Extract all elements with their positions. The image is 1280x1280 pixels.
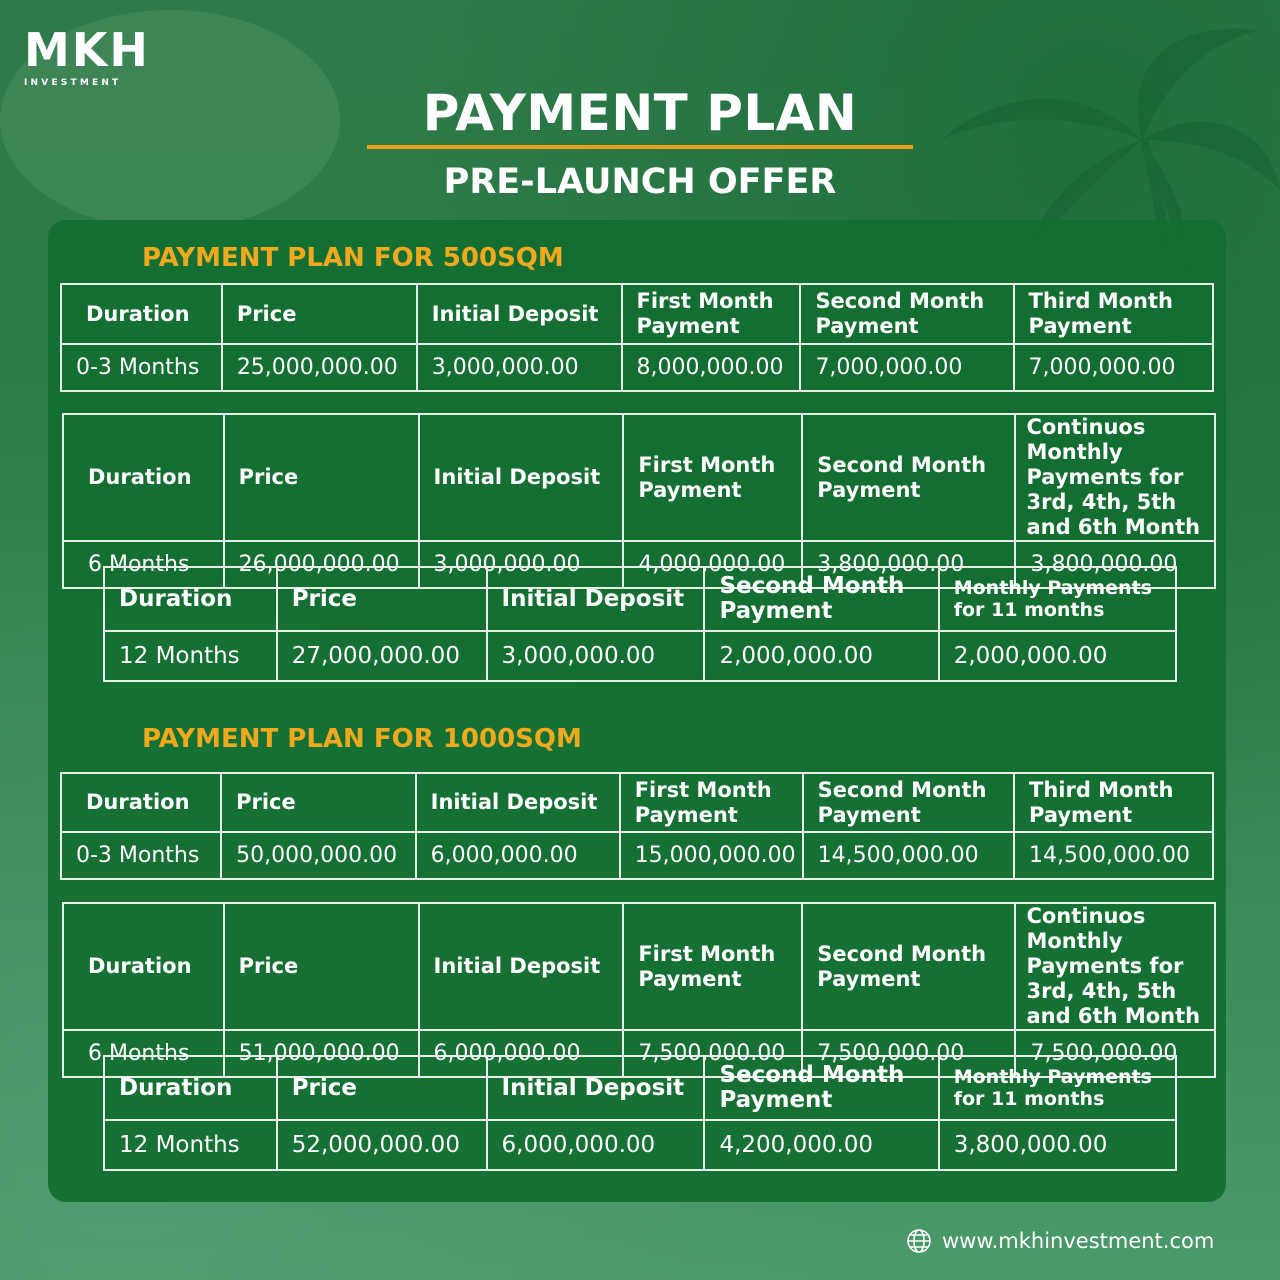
globe-icon	[906, 1228, 932, 1254]
cell-price: 52,000,000.00	[277, 1120, 487, 1170]
cell-second-month: 14,500,000.00	[803, 832, 1014, 879]
header-monthly-11: Monthly Payments for 11 months	[939, 1056, 1176, 1120]
plan-table-1000-6-months	[62, 902, 1216, 1078]
table-header-row	[61, 773, 1213, 832]
header-third-month: Third Month Payment	[1014, 773, 1213, 832]
cell-third-month: 14,500,000.00	[1014, 832, 1213, 879]
table-header-row	[104, 1056, 1176, 1120]
plan-table-500-6-months	[62, 413, 1216, 589]
cell-second-month: 7,000,000.00	[800, 344, 1013, 391]
header-second-month: Second Month Payment	[800, 284, 1013, 344]
header-price: Price	[224, 414, 419, 541]
header-duration: Duration	[104, 567, 277, 631]
website-url: www.mkhinvestment.com	[942, 1229, 1215, 1253]
cell-monthly-11: 3,800,000.00	[939, 1120, 1176, 1170]
header-duration: Duration	[61, 284, 222, 344]
cell-duration: 6 Months	[63, 1030, 224, 1077]
cell-initial-deposit: 6,000,000.00	[487, 1120, 705, 1170]
header-duration: Duration	[61, 773, 221, 832]
cell-duration: 0-3 Months	[61, 832, 221, 879]
cell-price: 27,000,000.00	[277, 631, 487, 681]
header-initial-deposit: Initial Deposit	[417, 284, 622, 344]
page-title: PAYMENT PLAN	[422, 84, 858, 142]
plan-table-1000-0-3-months	[60, 772, 1214, 880]
cell-third-month: 7,000,000.00	[1014, 344, 1213, 391]
logo-mark: MKH	[24, 23, 150, 77]
brand-logo	[24, 23, 150, 92]
table-row	[61, 832, 1213, 879]
header-initial-deposit: Initial Deposit	[487, 1056, 705, 1120]
cell-initial-deposit: 6,000,000.00	[416, 832, 620, 879]
table-header-row	[63, 414, 1215, 541]
website-link[interactable]	[906, 1228, 1214, 1254]
cell-second-month: 4,200,000.00	[704, 1120, 938, 1170]
header-initial-deposit: Initial Deposit	[419, 903, 624, 1030]
cell-first-month: 15,000,000.00	[620, 832, 803, 879]
header-initial-deposit: Initial Deposit	[416, 773, 620, 832]
cell-first-month: 8,000,000.00	[622, 344, 801, 391]
header-continuous-monthly: Continuos Monthly Payments for 3rd, 4th, 5th and 6th Month	[1015, 414, 1215, 541]
header-duration: Duration	[63, 903, 224, 1030]
cell-price: 50,000,000.00	[221, 832, 416, 879]
cell-price: 26,000,000.00	[224, 541, 419, 588]
cell-initial-deposit: 3,000,000.00	[487, 631, 705, 681]
header-price: Price	[277, 567, 487, 631]
section-title-1000sqm: PAYMENT PLAN FOR 1000SQM	[142, 724, 582, 754]
cell-first-month: 4,000,000.00	[623, 541, 802, 588]
plan-table-500-0-3-months	[60, 283, 1214, 392]
table-row	[61, 344, 1213, 391]
section-title-500sqm: PAYMENT PLAN FOR 500SQM	[142, 243, 564, 273]
logo-subtitle: INVESTMENT	[24, 78, 122, 88]
cell-first-month: 7,500,000.00	[623, 1030, 802, 1077]
header-second-month: Second Month Payment	[704, 567, 938, 631]
cell-continuous-monthly: 7,500,000.00	[1015, 1030, 1215, 1077]
table-header-row	[61, 284, 1213, 344]
cell-duration: 0-3 Months	[61, 344, 222, 391]
header-first-month: First Month Payment	[622, 284, 801, 344]
header-second-month: Second Month Payment	[704, 1056, 938, 1120]
header-initial-deposit: Initial Deposit	[419, 414, 624, 541]
header-second-month: Second Month Payment	[802, 414, 1015, 541]
table-row	[104, 1120, 1176, 1170]
cell-duration: 12 Months	[104, 1120, 277, 1170]
header-continuous-monthly: Continuos Monthly Payments for 3rd, 4th, 5th and 6th Month	[1015, 903, 1215, 1030]
header-first-month: First Month Payment	[620, 773, 803, 832]
cell-second-month: 2,000,000.00	[704, 631, 938, 681]
header-second-month: Second Month Payment	[803, 773, 1014, 832]
header-price: Price	[221, 773, 416, 832]
header-monthly-11: Monthly Payments for 11 months	[939, 567, 1176, 631]
header-price: Price	[277, 1056, 487, 1120]
table-header-row	[63, 903, 1215, 1030]
cell-price: 51,000,000.00	[224, 1030, 419, 1077]
plan-table-500-12-months	[103, 566, 1177, 682]
cell-initial-deposit: 3,000,000.00	[419, 541, 624, 588]
header-initial-deposit: Initial Deposit	[487, 567, 705, 631]
header-duration: Duration	[104, 1056, 277, 1120]
cell-price: 25,000,000.00	[222, 344, 417, 391]
cell-duration: 6 Months	[63, 541, 224, 588]
cell-continuous-monthly: 3,800,000.00	[1015, 541, 1215, 588]
cell-second-month: 3,800,000.00	[802, 541, 1015, 588]
header-duration: Duration	[63, 414, 224, 541]
header-third-month: Third Month Payment	[1014, 284, 1213, 344]
table-row	[104, 631, 1176, 681]
header-price: Price	[224, 903, 419, 1030]
title-underline	[367, 145, 913, 149]
page-subtitle: PRE-LAUNCH OFFER	[443, 162, 837, 202]
plan-table-1000-12-months	[103, 1055, 1177, 1171]
cell-monthly-11: 2,000,000.00	[939, 631, 1176, 681]
cell-initial-deposit: 6,000,000.00	[419, 1030, 624, 1077]
header-first-month: First Month Payment	[623, 414, 802, 541]
header-first-month: First Month Payment	[623, 903, 802, 1030]
cell-duration: 12 Months	[104, 631, 277, 681]
cell-initial-deposit: 3,000,000.00	[417, 344, 622, 391]
header-second-month: Second Month Payment	[802, 903, 1015, 1030]
cell-second-month: 7,500,000.00	[802, 1030, 1015, 1077]
header-price: Price	[222, 284, 417, 344]
table-header-row	[104, 567, 1176, 631]
